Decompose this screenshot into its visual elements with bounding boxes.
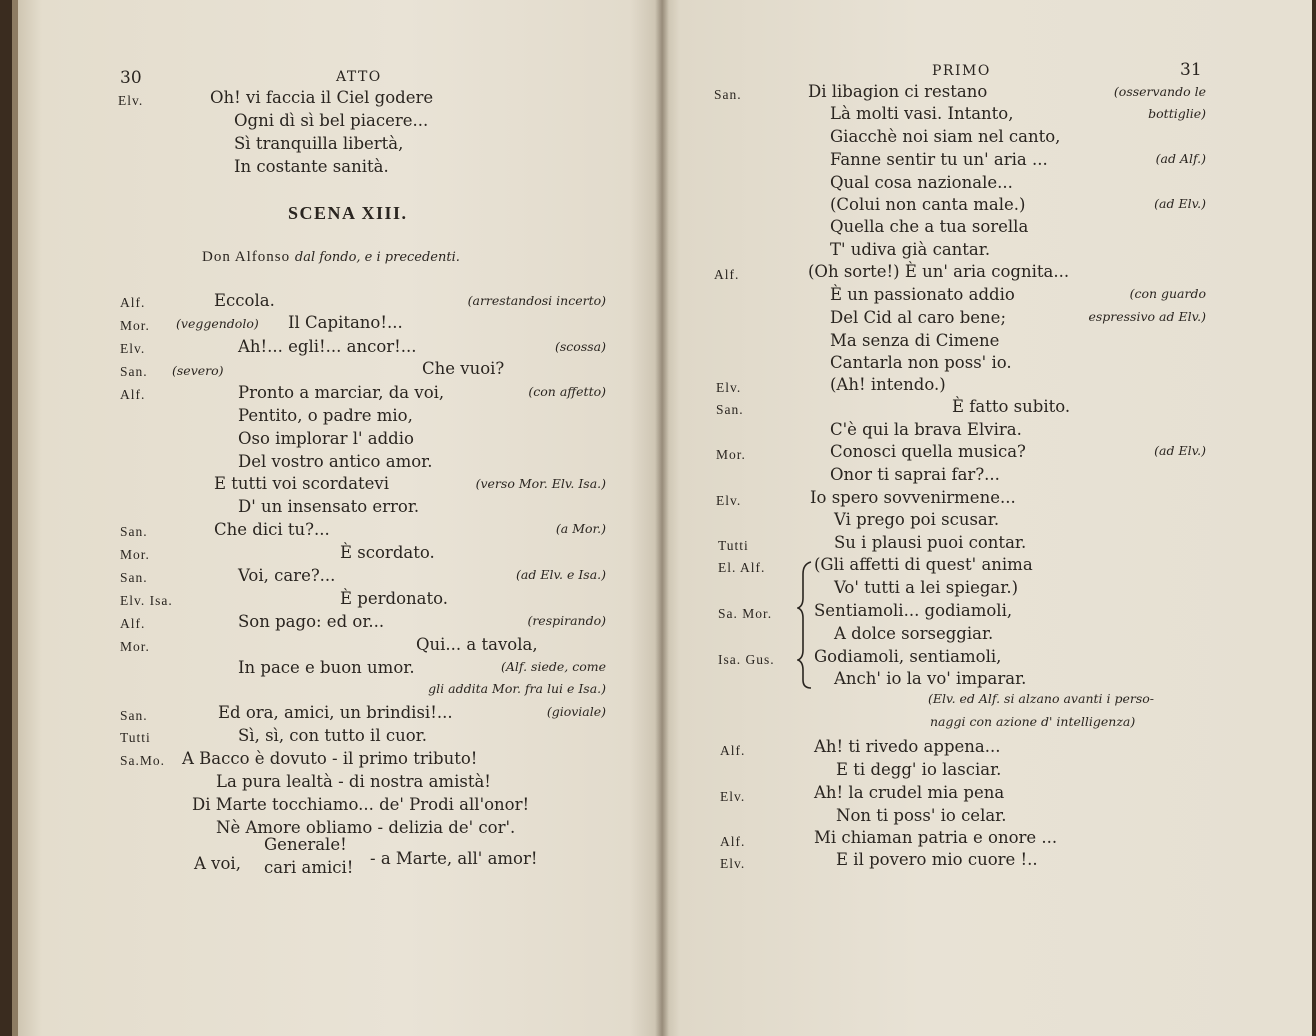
verse-line: E tutti voi scordatevi bbox=[214, 474, 390, 493]
speaker: Sa.Mo. bbox=[120, 753, 166, 768]
verse-line: Giacchè noi siam nel canto, bbox=[830, 127, 1061, 146]
stage-direction: naggi con azione d' intelligenza) bbox=[930, 714, 1136, 729]
speaker: Elv. bbox=[716, 380, 742, 395]
gutter-shadow bbox=[655, 0, 669, 1036]
stage-direction: (ad Alf.) bbox=[1155, 151, 1206, 166]
verse-line: Il Capitano!... bbox=[288, 313, 403, 332]
toast-end: - a Marte, all' amor! bbox=[370, 849, 538, 868]
stage-direction: (verso Mor. Elv. Isa.) bbox=[475, 476, 606, 491]
verse-line: E il povero mio cuore !.. bbox=[836, 850, 1038, 869]
stage-direction: (respirando) bbox=[527, 613, 606, 628]
verse-line: Che vuoi? bbox=[422, 359, 505, 378]
stage-direction: (veggendolo) bbox=[176, 316, 259, 331]
stage-direction: (a Mor.) bbox=[555, 521, 606, 536]
cast-direction: dal fondo, e i precedenti. bbox=[294, 250, 460, 265]
stage-direction: bottiglie) bbox=[1148, 106, 1206, 121]
speaker: Tutti bbox=[120, 730, 151, 745]
verse-line: Anch' io la vo' imparar. bbox=[834, 669, 1027, 688]
verse-line: (Ah! intendo.) bbox=[830, 375, 946, 394]
verse-line: Non ti poss' io celar. bbox=[836, 806, 1007, 825]
speaker: Elv. bbox=[120, 341, 146, 356]
speaker: San. bbox=[714, 87, 742, 102]
verse-line: In costante sanità. bbox=[234, 157, 389, 176]
verse-line: A dolce sorseggiar. bbox=[834, 624, 994, 643]
verse-line: (Oh sorte!) È un' aria cognita... bbox=[808, 262, 1070, 281]
verse-line: (Gli affetti di quest' anima bbox=[814, 555, 1033, 574]
verse-line: Ed ora, amici, un brindisi!... bbox=[218, 703, 453, 722]
speaker: Mor. bbox=[120, 318, 150, 333]
stage-direction: (severo) bbox=[172, 363, 224, 378]
speaker: San. bbox=[120, 570, 148, 585]
speaker: Alf. bbox=[120, 295, 146, 310]
stage-direction: (ad Elv.) bbox=[1154, 443, 1206, 458]
stage-direction: (arrestandosi incerto) bbox=[467, 293, 606, 308]
speaker: Elv. bbox=[720, 789, 746, 804]
verse-line: Pronto a marciar, da voi, bbox=[238, 383, 445, 402]
verse-line: Conosci quella musica? bbox=[830, 442, 1026, 461]
verse-line: Ah!... egli!... ancor!... bbox=[238, 337, 417, 356]
verse-line: Godiamoli, sentiamoli, bbox=[814, 647, 1002, 666]
verse-line: Qui... a tavola, bbox=[416, 635, 538, 654]
verse-line: Nè Amore obliamo - delizia de' cor'. bbox=[216, 818, 516, 837]
speaker: Alf. bbox=[720, 834, 746, 849]
stage-direction: (gioviale) bbox=[546, 704, 606, 719]
verse-line: Son pago: ed or... bbox=[238, 612, 385, 631]
running-head: PRIMO bbox=[932, 63, 991, 79]
speaker: Elv. bbox=[118, 93, 144, 108]
toast-option-bottom: cari amici! bbox=[264, 858, 354, 877]
stage-direction: (osservando le bbox=[1113, 84, 1206, 99]
speaker: Elv. bbox=[716, 493, 742, 508]
stage-direction: (Alf. siede, come bbox=[501, 659, 606, 674]
speaker: Elv. bbox=[720, 856, 746, 871]
stage-direction: (con affetto) bbox=[528, 384, 606, 399]
verse-line: Voi, care?... bbox=[238, 566, 336, 585]
verse-line: C'è qui la brava Elvira. bbox=[830, 420, 1022, 439]
ensemble-brace bbox=[797, 560, 817, 690]
verse-line: Oso implorar l' addio bbox=[238, 429, 414, 448]
verse-line: Fanne sentir tu un' aria ... bbox=[830, 150, 1048, 169]
verse-line: Eccola. bbox=[214, 291, 275, 310]
verse-line: Pentito, o padre mio, bbox=[238, 406, 413, 425]
stage-direction: gli addita Mor. fra lui e Isa.) bbox=[428, 681, 606, 696]
verse-line: Onor ti saprai far?... bbox=[830, 465, 1000, 484]
speaker: Tutti bbox=[718, 538, 749, 553]
verse-line: È un passionato addio bbox=[830, 285, 1015, 304]
toast-start: A voi, bbox=[194, 854, 241, 873]
verse-line: Vi prego poi scusar. bbox=[834, 510, 1000, 529]
speaker: Mor. bbox=[716, 447, 746, 462]
verse-line: Di libagion ci restano bbox=[808, 82, 988, 101]
speaker: Elv. Isa. bbox=[120, 593, 173, 608]
right-page bbox=[662, 0, 1312, 1036]
verse-line: Di Marte tocchiamo... de' Prodi all'onor! bbox=[192, 795, 530, 814]
verse-line: (Colui non canta male.) bbox=[830, 195, 1026, 214]
verse-line: D' un insensato error. bbox=[238, 497, 420, 516]
verse-line: Io spero sovvenirmene... bbox=[810, 488, 1016, 507]
verse-line: Oh! vi faccia il Ciel godere bbox=[210, 88, 434, 107]
speaker: San. bbox=[120, 364, 148, 379]
verse-line: Che dici tu?... bbox=[214, 520, 330, 539]
speaker: El. Alf. bbox=[718, 560, 766, 575]
verse-line: Mi chiaman patria e onore ... bbox=[814, 828, 1058, 847]
verse-line: È perdonato. bbox=[340, 589, 448, 608]
speaker: Alf. bbox=[120, 387, 146, 402]
verse-line: T' udiva già cantar. bbox=[830, 240, 991, 259]
scene-title: SCENA XIII. bbox=[288, 203, 408, 223]
speaker: San. bbox=[716, 402, 744, 417]
stage-direction: (Elv. ed Alf. si alzano avanti i perso- bbox=[928, 691, 1154, 706]
speaker: Mor. bbox=[120, 547, 150, 562]
verse-line: Quella che a tua sorella bbox=[830, 217, 1029, 236]
verse-line: Sentiamoli... godiamoli, bbox=[814, 601, 1013, 620]
scene-cast bbox=[202, 249, 460, 265]
verse-line: In pace e buon umor. bbox=[238, 658, 415, 677]
verse-line: Là molti vasi. Intanto, bbox=[830, 104, 1014, 123]
stage-direction: (ad Elv. e Isa.) bbox=[516, 567, 606, 582]
verse-line: Del vostro antico amor. bbox=[238, 452, 433, 471]
speaker: Isa. Gus. bbox=[718, 652, 775, 667]
page-number: 31 bbox=[1180, 60, 1202, 80]
speaker: Sa. Mor. bbox=[718, 606, 773, 621]
verse-line: Cantarla non poss' io. bbox=[830, 353, 1012, 372]
stage-direction: (con guardo bbox=[1129, 286, 1206, 301]
speaker: Alf. bbox=[120, 616, 146, 631]
cast-name: Don Alfonso bbox=[202, 249, 291, 265]
stage-direction: espressivo ad Elv.) bbox=[1088, 309, 1206, 324]
verse-line: Ogni dì sì bel piacere... bbox=[234, 111, 429, 130]
speaker: Alf. bbox=[720, 743, 746, 758]
stage-direction: (ad Elv.) bbox=[1154, 196, 1206, 211]
verse-line: Ma senza di Cimene bbox=[830, 331, 1000, 350]
verse-line: La pura lealtà - di nostra amistà! bbox=[216, 772, 491, 791]
verse-line: È fatto subito. bbox=[952, 397, 1071, 416]
verse-line: Su i plausi puoi contar. bbox=[834, 533, 1027, 552]
toast-option-top: Generale! bbox=[264, 835, 347, 854]
verse-line: Sì tranquilla libertà, bbox=[234, 134, 404, 153]
verse-line: Ah! la crudel mia pena bbox=[814, 783, 1005, 802]
verse-line: Sì, sì, con tutto il cuor. bbox=[238, 726, 427, 745]
running-head: ATTO bbox=[336, 69, 382, 85]
page-number: 30 bbox=[120, 68, 142, 88]
speaker: San. bbox=[120, 708, 148, 723]
verse-line: A Bacco è dovuto - il primo tributo! bbox=[182, 749, 478, 768]
verse-line: Qual cosa nazionale... bbox=[830, 173, 1013, 192]
left-page bbox=[12, 0, 662, 1036]
verse-line: Ah! ti rivedo appena... bbox=[814, 737, 1001, 756]
verse-line: Del Cid al caro bene; bbox=[830, 308, 1007, 327]
speaker: Alf. bbox=[714, 267, 740, 282]
verse-line: E ti degg' io lasciar. bbox=[836, 760, 1002, 779]
stage-direction: (scossa) bbox=[555, 339, 606, 354]
speaker: Mor. bbox=[120, 639, 150, 654]
verse-line: È scordato. bbox=[340, 543, 435, 562]
verse-line: Vo' tutti a lei spiegar.) bbox=[834, 578, 1019, 597]
speaker: San. bbox=[120, 524, 148, 539]
